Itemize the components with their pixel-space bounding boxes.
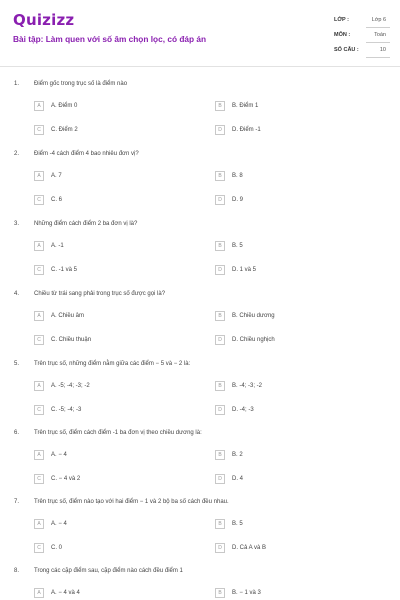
option-letter-box: D — [215, 543, 225, 553]
option-a[interactable] — [34, 450, 184, 460]
option-text: A. -1 — [51, 243, 64, 249]
option-letter-box: B — [215, 241, 225, 251]
question-text: Trên trục số, điểm cách điểm -1 ba đơn vị theo chiều dương là: — [34, 430, 202, 436]
question-number: 3. — [14, 221, 20, 227]
option-a[interactable] — [34, 519, 184, 529]
option-letter-box: A — [34, 311, 44, 321]
option-text: C. Điểm 2 — [51, 127, 78, 133]
meta-value: Lớp 6 — [371, 17, 386, 23]
meta-value: Toán — [374, 32, 386, 38]
option-text: C. 0 — [51, 545, 63, 551]
option-c[interactable] — [34, 405, 184, 415]
option-d[interactable] — [215, 474, 365, 484]
option-letter-box: D — [215, 405, 225, 415]
option-letter-box: C — [34, 335, 44, 345]
option-letter-box: D — [215, 474, 225, 484]
option-a[interactable] — [34, 588, 184, 598]
option-c[interactable] — [34, 543, 184, 553]
option-letter-box: C — [34, 474, 44, 484]
option-text: B. 5 — [232, 521, 243, 527]
meta-grade — [330, 13, 390, 28]
option-d[interactable] — [215, 195, 365, 205]
option-b[interactable] — [215, 241, 365, 251]
option-letter-box: C — [34, 195, 44, 205]
option-letter-box: B — [215, 101, 225, 111]
option-d[interactable] — [215, 543, 365, 553]
option-letter-box: B — [215, 588, 225, 598]
question-text: Trên trục số, điểm nào tạo với hai điểm − 1 và 2 bộ ba số cách đều nhau. — [34, 499, 229, 505]
question-text: Những điểm cách điểm 2 ba đơn vị là? — [34, 221, 138, 227]
question-text: Trong các cặp điểm sau, cặp điểm nào cách đều điểm 1 — [34, 568, 183, 574]
option-letter-box: A — [34, 101, 44, 111]
option-text: D. Chiều nghịch — [232, 337, 275, 343]
question-4 — [0, 291, 400, 357]
option-b[interactable] — [215, 450, 365, 460]
option-text: D. 1 và 5 — [232, 267, 257, 273]
question-2 — [0, 151, 400, 217]
option-text: C. 6 — [51, 197, 63, 203]
option-text: A. − 4 — [51, 452, 67, 458]
option-text: C. -5; -4; -3 — [51, 407, 82, 413]
option-letter-box: C — [34, 125, 44, 135]
meta-value: 10 — [379, 47, 386, 53]
question-8 — [0, 568, 400, 600]
option-text: D. Điểm -1 — [232, 127, 261, 133]
option-b[interactable] — [215, 101, 365, 111]
page-title: Bài tập: Làm quen với số âm chọn lọc, có đáp án — [13, 34, 207, 44]
option-b[interactable] — [215, 519, 365, 529]
option-c[interactable] — [34, 265, 184, 275]
option-letter-box: B — [215, 519, 225, 529]
header-divider — [0, 66, 400, 67]
option-letter-box: C — [34, 543, 44, 553]
meta-question-count — [330, 43, 390, 58]
question-3 — [0, 221, 400, 287]
option-letter-box: A — [34, 519, 44, 529]
option-d[interactable] — [215, 335, 365, 345]
option-text: B. 8 — [232, 173, 243, 179]
option-text: B. − 1 và 3 — [232, 590, 261, 596]
option-c[interactable] — [34, 195, 184, 205]
option-letter-box: D — [215, 195, 225, 205]
option-a[interactable] — [34, 381, 184, 391]
option-letter-box: D — [215, 265, 225, 275]
option-a[interactable] — [34, 101, 184, 111]
option-text: C. -1 và 5 — [51, 267, 78, 273]
quizizz-logo: Quizizz — [13, 11, 75, 29]
meta-subject — [330, 28, 390, 43]
option-text: A. 7 — [51, 173, 62, 179]
option-text: A. − 4 — [51, 521, 67, 527]
question-text: Trên trục số, những điểm nằm giữa các điểm − 5 và − 2 là: — [34, 361, 191, 367]
question-number: 6. — [14, 430, 20, 436]
option-b[interactable] — [215, 171, 365, 181]
question-text: Chiều từ trái sang phải trong trục số được gọi là? — [34, 291, 166, 297]
option-text: C. Chiều thuận — [51, 337, 92, 343]
option-letter-box: B — [215, 171, 225, 181]
question-number: 1. — [14, 81, 20, 87]
option-text: A. Điểm 0 — [51, 103, 78, 109]
option-a[interactable] — [34, 311, 184, 321]
option-text: D. 9 — [232, 197, 244, 203]
option-letter-box: C — [34, 405, 44, 415]
worksheet-header — [0, 0, 400, 66]
option-text: D. Cả A và B — [232, 545, 267, 551]
option-text: D. 4 — [232, 476, 244, 482]
option-d[interactable] — [215, 405, 365, 415]
question-number: 2. — [14, 151, 20, 157]
option-a[interactable] — [34, 171, 184, 181]
question-text: Điểm gốc trong trục số là điểm nào — [34, 81, 128, 87]
option-text: A. -5; -4; -3; -2 — [51, 383, 90, 389]
question-number: 4. — [14, 291, 20, 297]
option-c[interactable] — [34, 335, 184, 345]
option-text: C. − 4 và 2 — [51, 476, 81, 482]
option-letter-box: D — [215, 125, 225, 135]
option-text: A. Chiều âm — [51, 313, 85, 319]
question-1 — [0, 81, 400, 147]
option-a[interactable] — [34, 241, 184, 251]
question-text: Điểm -4 cách điểm 4 bao nhiêu đơn vị? — [34, 151, 139, 157]
option-letter-box: B — [215, 311, 225, 321]
option-text: A. − 4 và 4 — [51, 590, 80, 596]
option-letter-box: A — [34, 171, 44, 181]
option-b[interactable] — [215, 588, 365, 598]
option-letter-box: B — [215, 381, 225, 391]
meta-label: SỐ CÂU : — [334, 47, 359, 53]
option-b[interactable] — [215, 311, 365, 321]
question-number: 5. — [14, 361, 20, 367]
option-text: B. 5 — [232, 243, 243, 249]
option-text: B. Điểm 1 — [232, 103, 259, 109]
option-letter-box: A — [34, 588, 44, 598]
option-d[interactable] — [215, 265, 365, 275]
option-text: B. 2 — [232, 452, 243, 458]
option-text: B. -4; -3; -2 — [232, 383, 263, 389]
option-b[interactable] — [215, 381, 365, 391]
option-c[interactable] — [34, 474, 184, 484]
question-6 — [0, 430, 400, 496]
option-c[interactable] — [34, 125, 184, 135]
question-5 — [0, 361, 400, 427]
option-letter-box: A — [34, 241, 44, 251]
meta-info — [330, 13, 390, 58]
question-number: 7. — [14, 499, 20, 505]
meta-label: MÔN : — [334, 32, 351, 38]
meta-line — [366, 57, 390, 58]
meta-label: LỚP : — [334, 17, 349, 23]
option-d[interactable] — [215, 125, 365, 135]
option-letter-box: A — [34, 381, 44, 391]
option-letter-box: D — [215, 335, 225, 345]
question-7 — [0, 499, 400, 565]
option-text: B. Chiều dương — [232, 313, 275, 319]
option-text: D. -4; -3 — [232, 407, 254, 413]
option-letter-box: A — [34, 450, 44, 460]
question-number: 8. — [14, 568, 20, 574]
option-letter-box: C — [34, 265, 44, 275]
option-letter-box: B — [215, 450, 225, 460]
